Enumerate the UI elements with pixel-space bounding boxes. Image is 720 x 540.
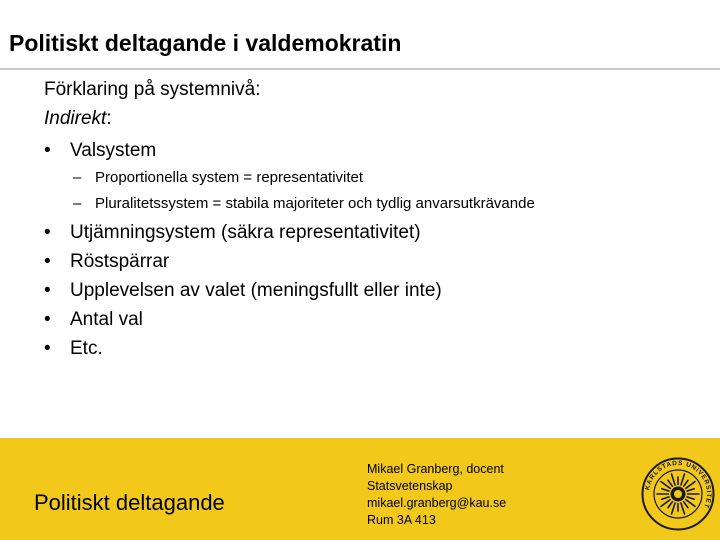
bullet-marker: • — [44, 309, 51, 330]
bullet-marker: • — [44, 140, 51, 161]
subbullet-item — [73, 169, 363, 186]
bullet-item — [44, 222, 421, 244]
university-seal-logo — [641, 457, 715, 531]
bullet-item — [44, 280, 442, 302]
contact-email: mikael.granberg@kau.se — [367, 496, 507, 510]
subheading-indirect-text: Indirekt — [44, 108, 107, 129]
slide-title: Politiskt deltagande i valdemokratin — [9, 30, 402, 56]
contact-name: Mikael Granberg, docent — [367, 462, 504, 476]
bullet-text: Etc. — [70, 338, 103, 359]
subheading-indirect — [44, 108, 112, 130]
subbullet-item — [73, 195, 535, 212]
bullet-text: Utjämningsystem (säkra representativitet) — [70, 222, 421, 243]
footer-title: Politiskt deltagande — [34, 490, 225, 515]
bullet-text: Upplevelsen av valet (meningsfullt eller inte) — [70, 280, 442, 301]
subbullet-text: Pluralitetssystem = stabila majoriteter och tydlig anvarsutkrävande — [95, 195, 535, 212]
seal-text: KARLSTADS UNIVERSITET — [644, 459, 713, 510]
dash-marker: – — [73, 169, 82, 186]
bullet-item — [44, 140, 156, 162]
contact-department: Statsvetenskap — [367, 479, 453, 493]
subbullet-text: Proportionella system = representativitet — [95, 169, 364, 186]
bullet-text: Antal val — [70, 309, 143, 330]
bullet-text: Röstspärrar — [70, 251, 170, 272]
subheading-explanation: Förklaring på systemnivå: — [44, 79, 261, 100]
bullet-item — [44, 338, 103, 360]
bullet-text: Valsystem — [70, 140, 157, 161]
dash-marker: – — [73, 195, 82, 212]
bullet-marker: • — [44, 222, 51, 243]
contact-room: Rum 3A 413 — [367, 513, 436, 527]
title-divider — [0, 68, 720, 70]
bullet-marker: • — [44, 338, 51, 359]
bullet-item — [44, 251, 169, 273]
bullet-marker: • — [44, 251, 51, 272]
bullet-item — [44, 309, 143, 331]
subheading-colon: : — [106, 108, 112, 129]
footer-band — [0, 438, 720, 540]
contact-info — [367, 461, 506, 529]
bullet-marker: • — [44, 280, 51, 301]
